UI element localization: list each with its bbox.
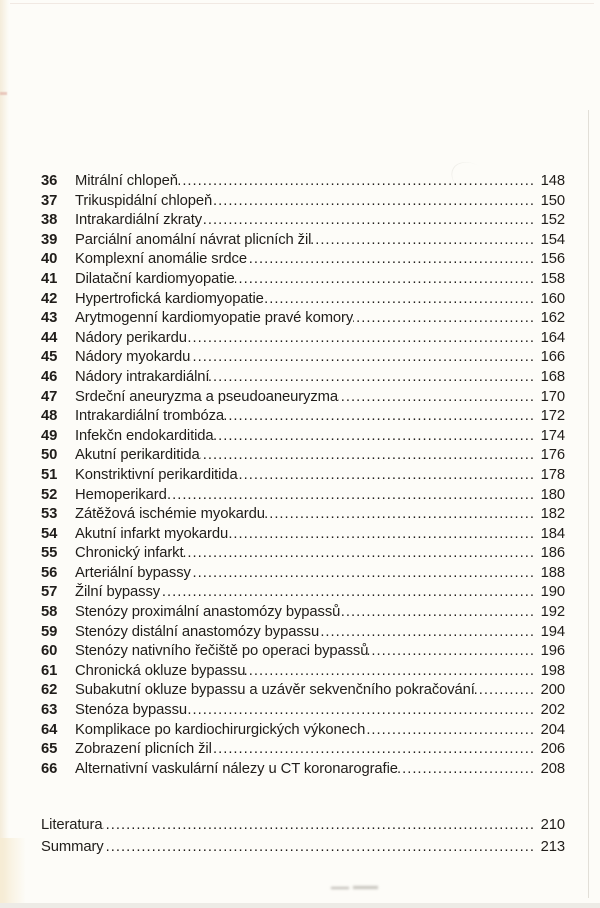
chapter-number: 51 [41,466,58,483]
chapter-title: Nádory myokardu [75,349,191,366]
dot-leader [228,525,539,545]
toc-entry-summary [41,837,565,859]
toc-entry-51 [41,466,565,486]
chapter-title: Konstriktivní perikarditida [75,466,238,483]
page-number: 202 [540,702,565,719]
chapter-title: Infekčn endokarditida [75,427,214,444]
dot-leader [187,329,539,349]
toc-entry-39 [41,231,565,251]
page-number: 154 [540,231,565,248]
page-number: 148 [540,173,565,189]
toc-entry-61 [41,662,565,682]
chapter-title: Arytmogenní kardiomyopatie pravé komory [75,310,354,327]
chapter-title: Chronická okluze bypassu [75,662,246,679]
chapter-title: Žilní bypassy [75,584,161,601]
page-number: 172 [540,408,565,425]
chapter-number: 46 [41,368,58,385]
chapter-number: 57 [41,584,58,601]
toc-entry-44 [41,329,565,349]
toc-entry-37 [41,192,565,212]
dot-leader [238,466,539,486]
chapter-number: 42 [41,290,58,307]
dot-leader [398,760,539,780]
toc-entry-literatura [41,815,565,837]
chapter-title: Komplexní anomálie srdce [75,251,247,268]
chapter-number: 61 [41,662,58,679]
page-number: 170 [540,388,565,405]
dot-leader [319,623,539,643]
page-bottom-edge [0,903,600,908]
chapter-title: Srdeční aneuryzma a pseudoaneuryzma [75,388,338,405]
dot-leader [353,309,539,329]
page-number: 194 [540,623,565,640]
toc-entry-46 [41,368,565,388]
dot-leader [160,583,539,603]
chapter-number: 44 [41,329,58,346]
chapter-number: 54 [41,525,58,542]
dot-leader [475,681,539,701]
dot-leader [200,446,539,466]
toc-entry-58 [41,603,565,623]
toc-entry-45 [41,348,565,368]
chapter-title: Alternativní vaskulární nálezy u CT koronarografie [75,760,398,777]
chapter-number: 59 [41,623,58,640]
chapter-number: 56 [41,564,58,581]
toc-entry-64 [41,721,565,741]
toc-entry-43 [41,309,565,329]
chapter-title: Zobrazení plicních žil [75,741,212,758]
chapter-title: Dilatační kardiomyopatie [75,270,235,287]
chapter-title: Hemoperikard [75,486,167,503]
chapter-number: 39 [41,231,58,248]
page-number: 178 [540,466,565,483]
chapter-title: Parciální anomální návrat plicních žil [75,231,312,248]
page-number: 210 [540,817,565,833]
chapter-title: Subakutní okluze bypassu a uzávěr sekvenčního pokračování [75,682,475,699]
dot-leader [365,721,539,741]
toc-entry-54 [41,525,565,545]
page-number: 192 [540,604,565,621]
dot-leader [311,231,539,251]
chapter-title: Intrakardiální zkraty [75,212,203,229]
toc-entry-53 [41,505,565,525]
page-number: 166 [540,349,565,366]
toc-entry-60 [41,642,565,662]
chapter-number: 40 [41,251,58,268]
chapter-title: Komplikace po kardiochirurgických výkonech [75,721,366,738]
page-number: 213 [540,838,565,855]
dot-leader [338,388,539,408]
chapter-title: Nádory intrakardiální [75,368,210,385]
dot-leader [340,603,539,623]
page-number: 160 [540,290,565,307]
page-number: 206 [540,741,565,758]
chapter-title: Mitrální chlopeň [75,173,178,189]
chapter-title: Akutní infarkt myokardu [75,525,229,542]
dot-leader [235,270,539,290]
chapter-number: 38 [41,212,58,229]
chapter-number: 55 [41,545,58,562]
page-number: 198 [540,662,565,679]
page-number: 208 [540,760,565,777]
page-number: 200 [540,682,565,699]
chapter-number: 36 [41,173,58,189]
page-number: 176 [540,447,565,464]
dot-leader [190,348,539,368]
page-number: 188 [540,564,565,581]
dot-leader [184,544,540,564]
toc-entry-57 [41,583,565,603]
chapter-title: Intrakardiální trombóza [75,408,225,425]
chapter-number: 62 [41,682,58,699]
chapter-title: Stenóza bypassu [75,702,188,719]
chapter-title: Trikuspidální chlopeň [75,192,213,209]
dot-leader [264,290,539,310]
page-number: 162 [540,310,565,327]
dot-leader [245,662,539,682]
chapter-title: Chronický infarkt [75,545,184,562]
toc-entry-41 [41,270,565,290]
dot-leader [265,505,539,525]
chapter-number: 53 [41,506,58,523]
chapter-title: Stenózy proximální anastomózy bypassů [75,604,341,621]
dot-leader [202,211,539,231]
chapter-title: Stenózy distální anastomózy bypassu [75,623,320,640]
chapter-title: Hypertrofická kardiomyopatie [75,290,264,307]
page-left-edge [0,0,9,908]
dot-leader [167,486,539,506]
dot-leader [212,740,539,760]
chapter-number: 66 [41,760,58,777]
dot-leader [103,815,539,837]
chapter-number: 43 [41,310,58,327]
section-title: Literatura [41,817,103,833]
page-number: 180 [540,486,565,503]
toc-footer [41,815,565,858]
dot-leader [368,642,539,662]
section-title: Summary [41,838,104,855]
chapter-number: 64 [41,721,58,738]
dot-leader [214,427,539,447]
scan-smudge-artifact [331,883,379,891]
chapter-number: 49 [41,427,58,444]
chapter-number: 58 [41,604,58,621]
page-corner-shading [0,838,26,908]
chapter-number: 60 [41,643,58,660]
table-of-contents [41,172,565,779]
dot-leader [247,250,539,270]
toc-entry-52 [41,486,565,506]
page-number: 196 [540,643,565,660]
toc-entry-59 [41,623,565,643]
chapter-number: 65 [41,741,58,758]
toc-entry-66 [41,760,565,780]
chapter-number: 47 [41,388,58,405]
page-top-edge [10,3,594,4]
dot-leader [104,837,539,859]
page-number: 158 [540,270,565,287]
chapter-number: 48 [41,408,58,425]
page-number: 164 [540,329,565,346]
dot-leader [209,368,539,388]
toc-entry-38 [41,211,565,231]
dot-leader [187,701,539,721]
chapter-title: Nádory perikardu [75,329,187,346]
page-number: 168 [540,368,565,385]
toc-entry-56 [41,564,565,584]
page-number: 190 [540,584,565,601]
chapter-number: 45 [41,349,58,366]
toc-entry-40 [41,250,565,270]
chapter-title: Arteriální bypassy [75,564,191,581]
chapter-title: Stenózy nativního řečiště po operaci bypassů [75,643,369,660]
chapter-number: 52 [41,486,58,503]
dot-leader [212,192,539,212]
page-number: 150 [540,192,565,209]
chapter-title: Akutní perikarditida [75,447,200,464]
page-number: 204 [540,721,565,738]
scan-mark-artifact [0,92,7,95]
chapter-title: Zátěžová ischémie myokardu [75,506,265,523]
toc-entry-49 [41,427,565,447]
scan-line-artifact [588,110,589,898]
dot-leader [191,564,539,584]
page-number: 152 [540,212,565,229]
page-number: 186 [540,545,565,562]
chapter-number: 63 [41,702,58,719]
page-number: 174 [540,427,565,444]
toc-entry-65 [41,740,565,760]
page-number: 182 [540,506,565,523]
toc-entry-42 [41,290,565,310]
page-number: 156 [540,251,565,268]
toc-entry-48 [41,407,565,427]
toc-entry-63 [41,701,565,721]
toc-entry-62 [41,681,565,701]
toc-entry-47 [41,388,565,408]
dot-leader [224,407,539,427]
toc-entry-55 [41,544,565,564]
chapter-number: 41 [41,270,58,287]
toc-entry-50 [41,446,565,466]
page-number: 184 [540,525,565,542]
chapter-number: 50 [41,447,58,464]
chapter-number: 37 [41,192,58,209]
